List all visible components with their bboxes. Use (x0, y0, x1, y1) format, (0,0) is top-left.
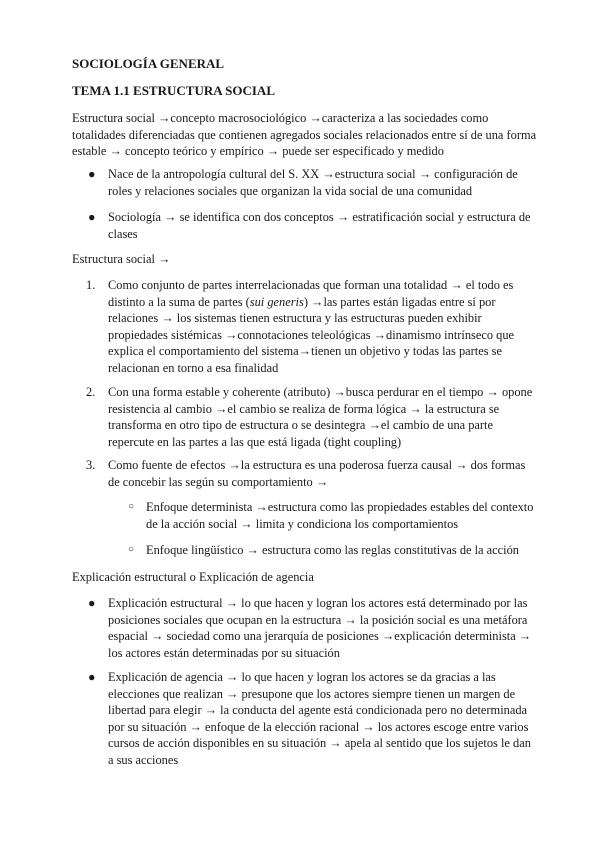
sub-list-item (128, 499, 534, 532)
list-item-text: Sociología → se identifica con dos conceptos → estratificación social y estructura de clases (108, 210, 531, 241)
list-item-text: Enfoque lingüístico → estructura como las reglas constitutivas de la acción (146, 543, 519, 557)
document-title: SOCIOLOGÍA GENERAL (72, 56, 225, 71)
list-item-text: Nace de la antropología cultural del S. XX →estructura social → configuración de roles y relaciones sociales que organizan la vida social de una comunidad (108, 167, 518, 198)
numbered-item (86, 384, 534, 450)
list-item-text: Explicación estructural → lo que hacen y logran los actores está determinado por las posiciones sociales que ocupan en la estructura → la posición social es una metáfora espacial → sociedad como una jerarquía de posiciones →explicación determinista → los actores están determinadas por su situación (108, 596, 532, 660)
list-item-text: Explicación de agencia → lo que hacen y logran los actores se da gracias a las elecciones que realizan → presupone que los actores siempre tienen un margen de libertad para elegir → la conducta del agente está condicionada pero no determinada por su situación → enfoque de la elección racional → los actores escoge entre varios cursos de acción disponibles en su situación → apela al sentido que los sujetos le dan a sus acciones (108, 670, 531, 767)
list-number: 1. (86, 278, 96, 292)
subheading: Estructura social → (72, 252, 171, 266)
list-item-text: Como fuente de efectos →la estructura es una poderosa fuerza causal → dos formas de concebir las según su comportamiento → (108, 458, 526, 489)
list-item-text: Enfoque determinista →estructura como las propiedades estables del contexto de la acción social → limita y condiciona los comportamientos (146, 500, 534, 531)
numbered-item (86, 277, 534, 377)
list-item-text: Como conjunto de partes interrelacionadas que forman una totalidad → el todo es distinto a la suma de partes (sui generis) →las partes están ligadas entre sí por relaciones → los sistemas tienen estructura y las estructuras pueden exhibir propiedades sistémicas →connotaciones teleológicas →dinamismo intrínseco que explica el comportamiento del sistema→tienen un objetivo y todas las partes se relacionan en torno a esa finalidad (108, 278, 515, 375)
italic-term: sui generis (249, 294, 304, 309)
bullet-icon: ● (88, 670, 96, 684)
list-item (88, 595, 534, 661)
bullet-icon: ● (88, 596, 96, 610)
intro-paragraph: Estructura social →concepto macrosociológico →caracteriza a las sociedades como totalidades diferenciadas que contienen agregados sociales relacionados entre sí de una forma estable → concepto teórico y empírico → puede ser especificado y medido (72, 111, 537, 159)
numbered-item (86, 457, 534, 490)
section-title: TEMA 1.1 ESTRUCTURA SOCIAL (72, 83, 275, 98)
list-item (88, 209, 534, 242)
list-number: 2. (86, 385, 96, 399)
sub-list-item (128, 542, 534, 559)
bullet-icon: ● (88, 210, 96, 224)
list-number: 3. (86, 458, 96, 472)
list-item (88, 669, 534, 769)
list-item-text: Con una forma estable y coherente (atributo) →busca perdurar en el tiempo → opone resistencia al cambio →el cambio se realiza de forma lógica → la estructura se transforma en otro tipo de estructura o se desintegra →el cambio de una parte repercute en las partes a las que está ligada (tight coupling) (108, 385, 533, 449)
hollow-bullet-icon: ○ (128, 501, 135, 512)
bullet-icon: ● (88, 167, 96, 181)
hollow-bullet-icon: ○ (128, 544, 135, 555)
subheading: Explicación estructural o Explicación de agencia (72, 570, 314, 584)
list-item (88, 166, 534, 199)
